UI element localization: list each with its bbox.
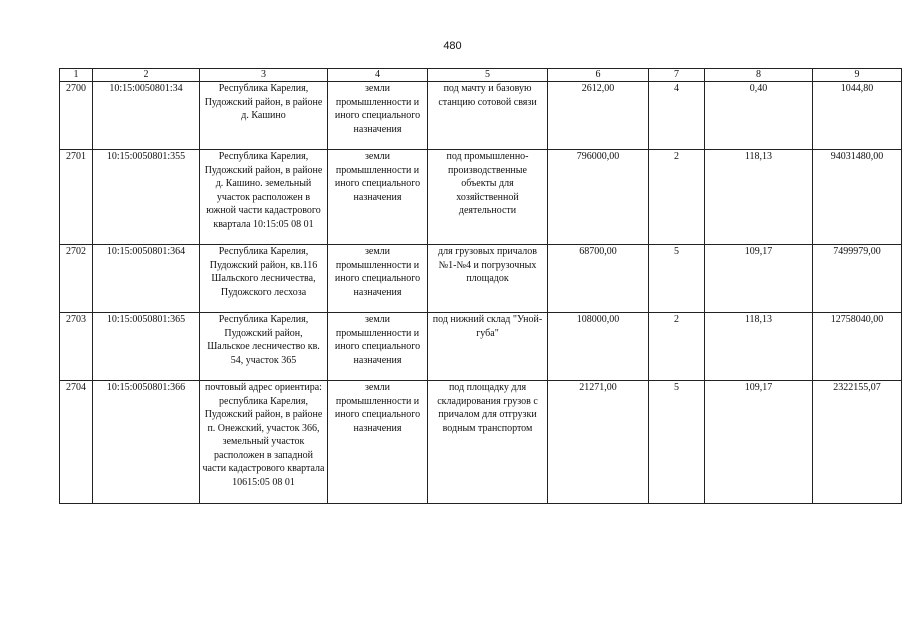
table-row (60, 381, 902, 504)
header-col-5: 5 (428, 69, 548, 82)
header-col-2: 2 (93, 69, 200, 82)
row-id: 2704 (60, 381, 93, 504)
cadastral-number: 10:15:0050801:34 (93, 82, 200, 150)
cadastral-value: 7499979,00 (813, 245, 902, 313)
table-body (60, 82, 902, 504)
rate: 109,17 (705, 381, 813, 504)
table-row (60, 150, 902, 245)
area: 68700,00 (548, 245, 649, 313)
area: 796000,00 (548, 150, 649, 245)
group: 2 (649, 313, 705, 381)
permitted-use: под нижний склад "Уной-губа" (428, 313, 548, 381)
row-id: 2700 (60, 82, 93, 150)
cadastral-value: 2322155,07 (813, 381, 902, 504)
rate: 0,40 (705, 82, 813, 150)
group: 5 (649, 245, 705, 313)
group: 5 (649, 381, 705, 504)
header-row (60, 69, 902, 82)
address: Республика Карелия, Пудожский район, в районе д. Кашино. земельный участок расположен в южной части кадастрового квартала 10:15:05 08 01 (200, 150, 328, 245)
header-col-7: 7 (649, 69, 705, 82)
address: Республика Карелия, Пудожский район, кв.116 Шальского лесничества, Пудожского лесхоза (200, 245, 328, 313)
rate: 109,17 (705, 245, 813, 313)
row-id: 2701 (60, 150, 93, 245)
row-id: 2703 (60, 313, 93, 381)
header-col-1: 1 (60, 69, 93, 82)
header-col-9: 9 (813, 69, 902, 82)
address: почтовый адрес ориентира: республика Карелия, Пудожский район, в районе п. Онежский, участок 366, земельный участок расположен в западной части кадастрового квартала 10615:05 08 01 (200, 381, 328, 504)
table-row (60, 313, 902, 381)
area: 2612,00 (548, 82, 649, 150)
header-col-4: 4 (328, 69, 428, 82)
rate: 118,13 (705, 313, 813, 381)
cadastral-number: 10:15:0050801:355 (93, 150, 200, 245)
group: 4 (649, 82, 705, 150)
land-category: земли промышленности и иного специального назначения (328, 245, 428, 313)
address: Республика Карелия, Пудожский район, в районе д. Кашино (200, 82, 328, 150)
rate: 118,13 (705, 150, 813, 245)
row-id: 2702 (60, 245, 93, 313)
cadastral-value: 94031480,00 (813, 150, 902, 245)
area: 108000,00 (548, 313, 649, 381)
header-col-8: 8 (705, 69, 813, 82)
permitted-use: под мачту и базовую станцию сотовой связи (428, 82, 548, 150)
permitted-use: под площадку для складирования грузов с причалом для отгрузки водным транспортом (428, 381, 548, 504)
page-number: 480 (443, 40, 462, 52)
permitted-use: для грузовых причалов №1-№4 и погрузочных площадок (428, 245, 548, 313)
address: Республика Карелия, Пудожский район, Шальское лесничество кв. 54, участок 365 (200, 313, 328, 381)
land-category: земли промышленности и иного специального назначения (328, 82, 428, 150)
land-category: земли промышленности и иного специального назначения (328, 381, 428, 504)
area: 21271,00 (548, 381, 649, 504)
cadastral-value: 12758040,00 (813, 313, 902, 381)
cadastral-number: 10:15:0050801:366 (93, 381, 200, 504)
cadastral-number: 10:15:0050801:365 (93, 313, 200, 381)
table-row (60, 82, 902, 150)
table-row (60, 245, 902, 313)
cadastral-number: 10:15:0050801:364 (93, 245, 200, 313)
cadastral-value: 1044,80 (813, 82, 902, 150)
header-col-3: 3 (200, 69, 328, 82)
permitted-use: под промышленно-производственные объекты для хозяйственной деятельности (428, 150, 548, 245)
land-registry-table (59, 68, 902, 504)
land-category: земли промышленности и иного специального назначения (328, 313, 428, 381)
land-category: земли промышленности и иного специального назначения (328, 150, 428, 245)
header-col-6: 6 (548, 69, 649, 82)
table-header (60, 69, 902, 82)
group: 2 (649, 150, 705, 245)
